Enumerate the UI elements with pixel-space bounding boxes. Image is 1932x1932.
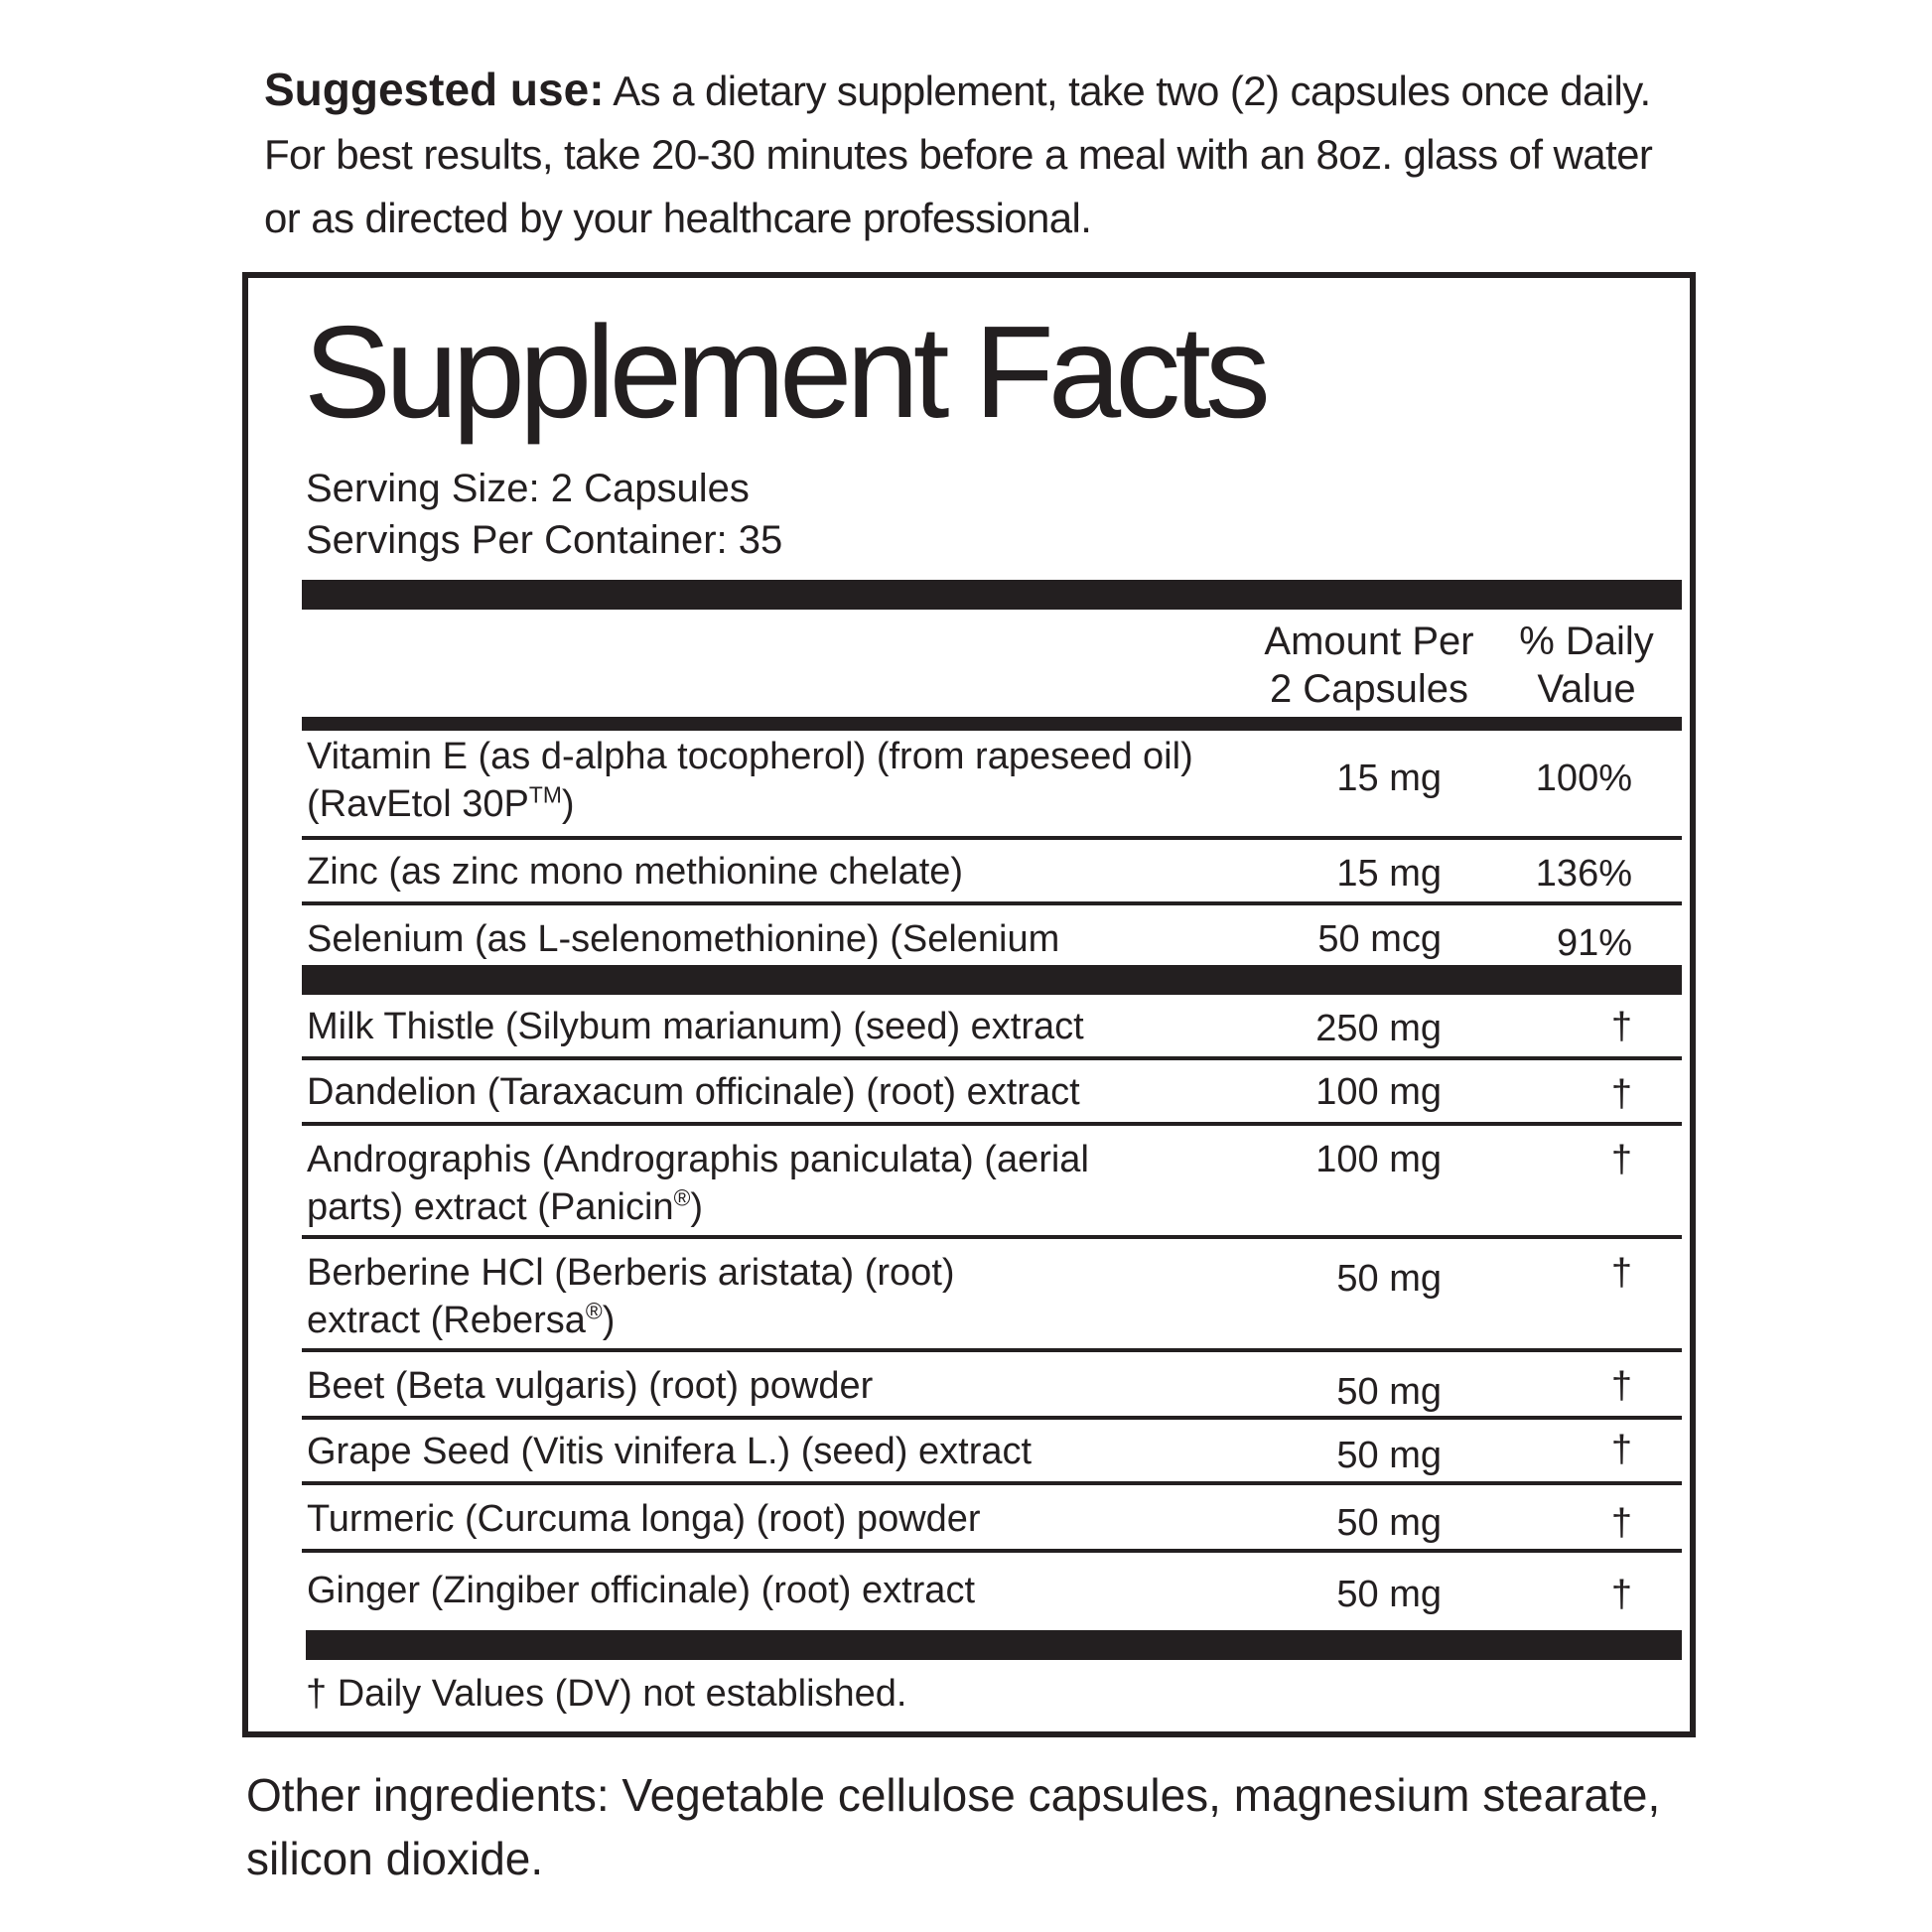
- footnote: † Daily Values (DV) not established.: [306, 1673, 907, 1715]
- ingredient-name-beet: Beet (Beta vulgaris) (root) powder: [307, 1365, 874, 1407]
- header-dv-line2: Value: [1537, 667, 1636, 711]
- amount-zinc: 15 mg: [1336, 853, 1442, 895]
- header-dv-line1: % Daily: [1519, 620, 1654, 663]
- servings-per-container: Servings Per Container: 35: [306, 518, 783, 562]
- dv-grape-seed: †: [1610, 1429, 1632, 1470]
- ingredient-name-dandelion: Dandelion (Taraxacum officinale) (root) extract: [307, 1071, 1080, 1113]
- dv-turmeric: †: [1610, 1502, 1632, 1544]
- thick-divider-bottom: [306, 1630, 1682, 1660]
- serving-size: Serving Size: 2 Capsules: [306, 467, 750, 510]
- nutrient-name-vitamin-e: Vitamin E (as d-alpha tocopherol) (from rapeseed oil) (RavEtol 30P™): [307, 736, 1193, 825]
- row-divider: [302, 1549, 1682, 1553]
- header-amount-line2: 2 Capsules: [1269, 667, 1469, 711]
- header-divider: [302, 717, 1682, 731]
- ingredient-name-berberine: Berberine HCl (Berberis aristata) (root) extract (Rebersa®): [307, 1252, 955, 1341]
- amount-ginger: 50 mg: [1336, 1574, 1442, 1615]
- amount-selenium: 50 mcg: [1317, 918, 1442, 960]
- amount-dandelion: 100 mg: [1315, 1071, 1442, 1113]
- ingredient-name-ginger: Ginger (Zingiber officinale) (root) extract: [307, 1570, 975, 1611]
- amount-berberine: 50 mg: [1336, 1258, 1442, 1300]
- row-divider: [302, 1122, 1682, 1126]
- dv-beet: †: [1610, 1365, 1632, 1407]
- thick-divider-top: [302, 580, 1682, 610]
- header-amount-line1: Amount Per: [1264, 620, 1474, 663]
- dv-ginger: †: [1610, 1574, 1632, 1615]
- nutrient-name-zinc: Zinc (as zinc mono methionine chelate): [307, 851, 964, 893]
- header-amount: [1245, 618, 1493, 713]
- serving-info: [306, 463, 782, 566]
- row-divider: [302, 901, 1682, 905]
- suggested-use-label: Suggested use:: [264, 64, 605, 115]
- ingredient-name-turmeric: Turmeric (Curcuma longa) (root) powder: [307, 1498, 981, 1540]
- row-divider: [302, 1348, 1682, 1352]
- nutrient-name-selenium: Selenium (as L-selenomethionine) (Selenium: [307, 918, 1060, 960]
- amount-milk-thistle: 250 mg: [1315, 1008, 1442, 1049]
- amount-turmeric: 50 mg: [1336, 1502, 1442, 1544]
- row-divider: [302, 1416, 1682, 1420]
- ingredient-name-grape-seed: Grape Seed (Vitis vinifera L.) (seed) extract: [307, 1431, 1033, 1472]
- dv-milk-thistle: †: [1610, 1006, 1632, 1047]
- dv-dandelion: †: [1610, 1073, 1632, 1115]
- thick-divider-middle: [302, 965, 1682, 995]
- suggested-use: [264, 58, 1694, 250]
- suggested-use-text: As a dietary supplement, take two (2) capsules once daily. For best results, take 20-30 minutes before a meal with an 8oz. glass of water or as directed by your healthcare professional.: [264, 68, 1653, 241]
- dv-selenium: 91%: [1556, 922, 1632, 964]
- row-divider: [302, 1481, 1682, 1485]
- other-ingredients: Other ingredients: Vegetable cellulose capsules, magnesium stearate, silicon dioxide.: [246, 1769, 1661, 1884]
- amount-vitamin-e: 15 mg: [1336, 758, 1442, 799]
- dv-berberine: †: [1610, 1252, 1632, 1294]
- ingredient-name-milk-thistle: Milk Thistle (Silybum marianum) (seed) extract: [307, 1006, 1084, 1047]
- dv-vitamin-e: 100%: [1535, 758, 1632, 799]
- dv-zinc: 136%: [1535, 853, 1632, 895]
- supplement-facts-panel: [242, 272, 1696, 1737]
- amount-grape-seed: 50 mg: [1336, 1435, 1442, 1476]
- dv-andrographis: †: [1610, 1139, 1632, 1180]
- row-divider: [302, 1056, 1682, 1060]
- amount-beet: 50 mg: [1336, 1371, 1442, 1413]
- row-divider: [302, 1235, 1682, 1239]
- header-daily-value: [1507, 618, 1666, 713]
- amount-andrographis: 100 mg: [1315, 1139, 1442, 1180]
- facts-title: Supplement Facts: [304, 299, 1265, 445]
- ingredient-name-andrographis: Andrographis (Andrographis paniculata) (aerial parts) extract (Panicin®): [307, 1139, 1089, 1228]
- row-divider: [302, 836, 1682, 840]
